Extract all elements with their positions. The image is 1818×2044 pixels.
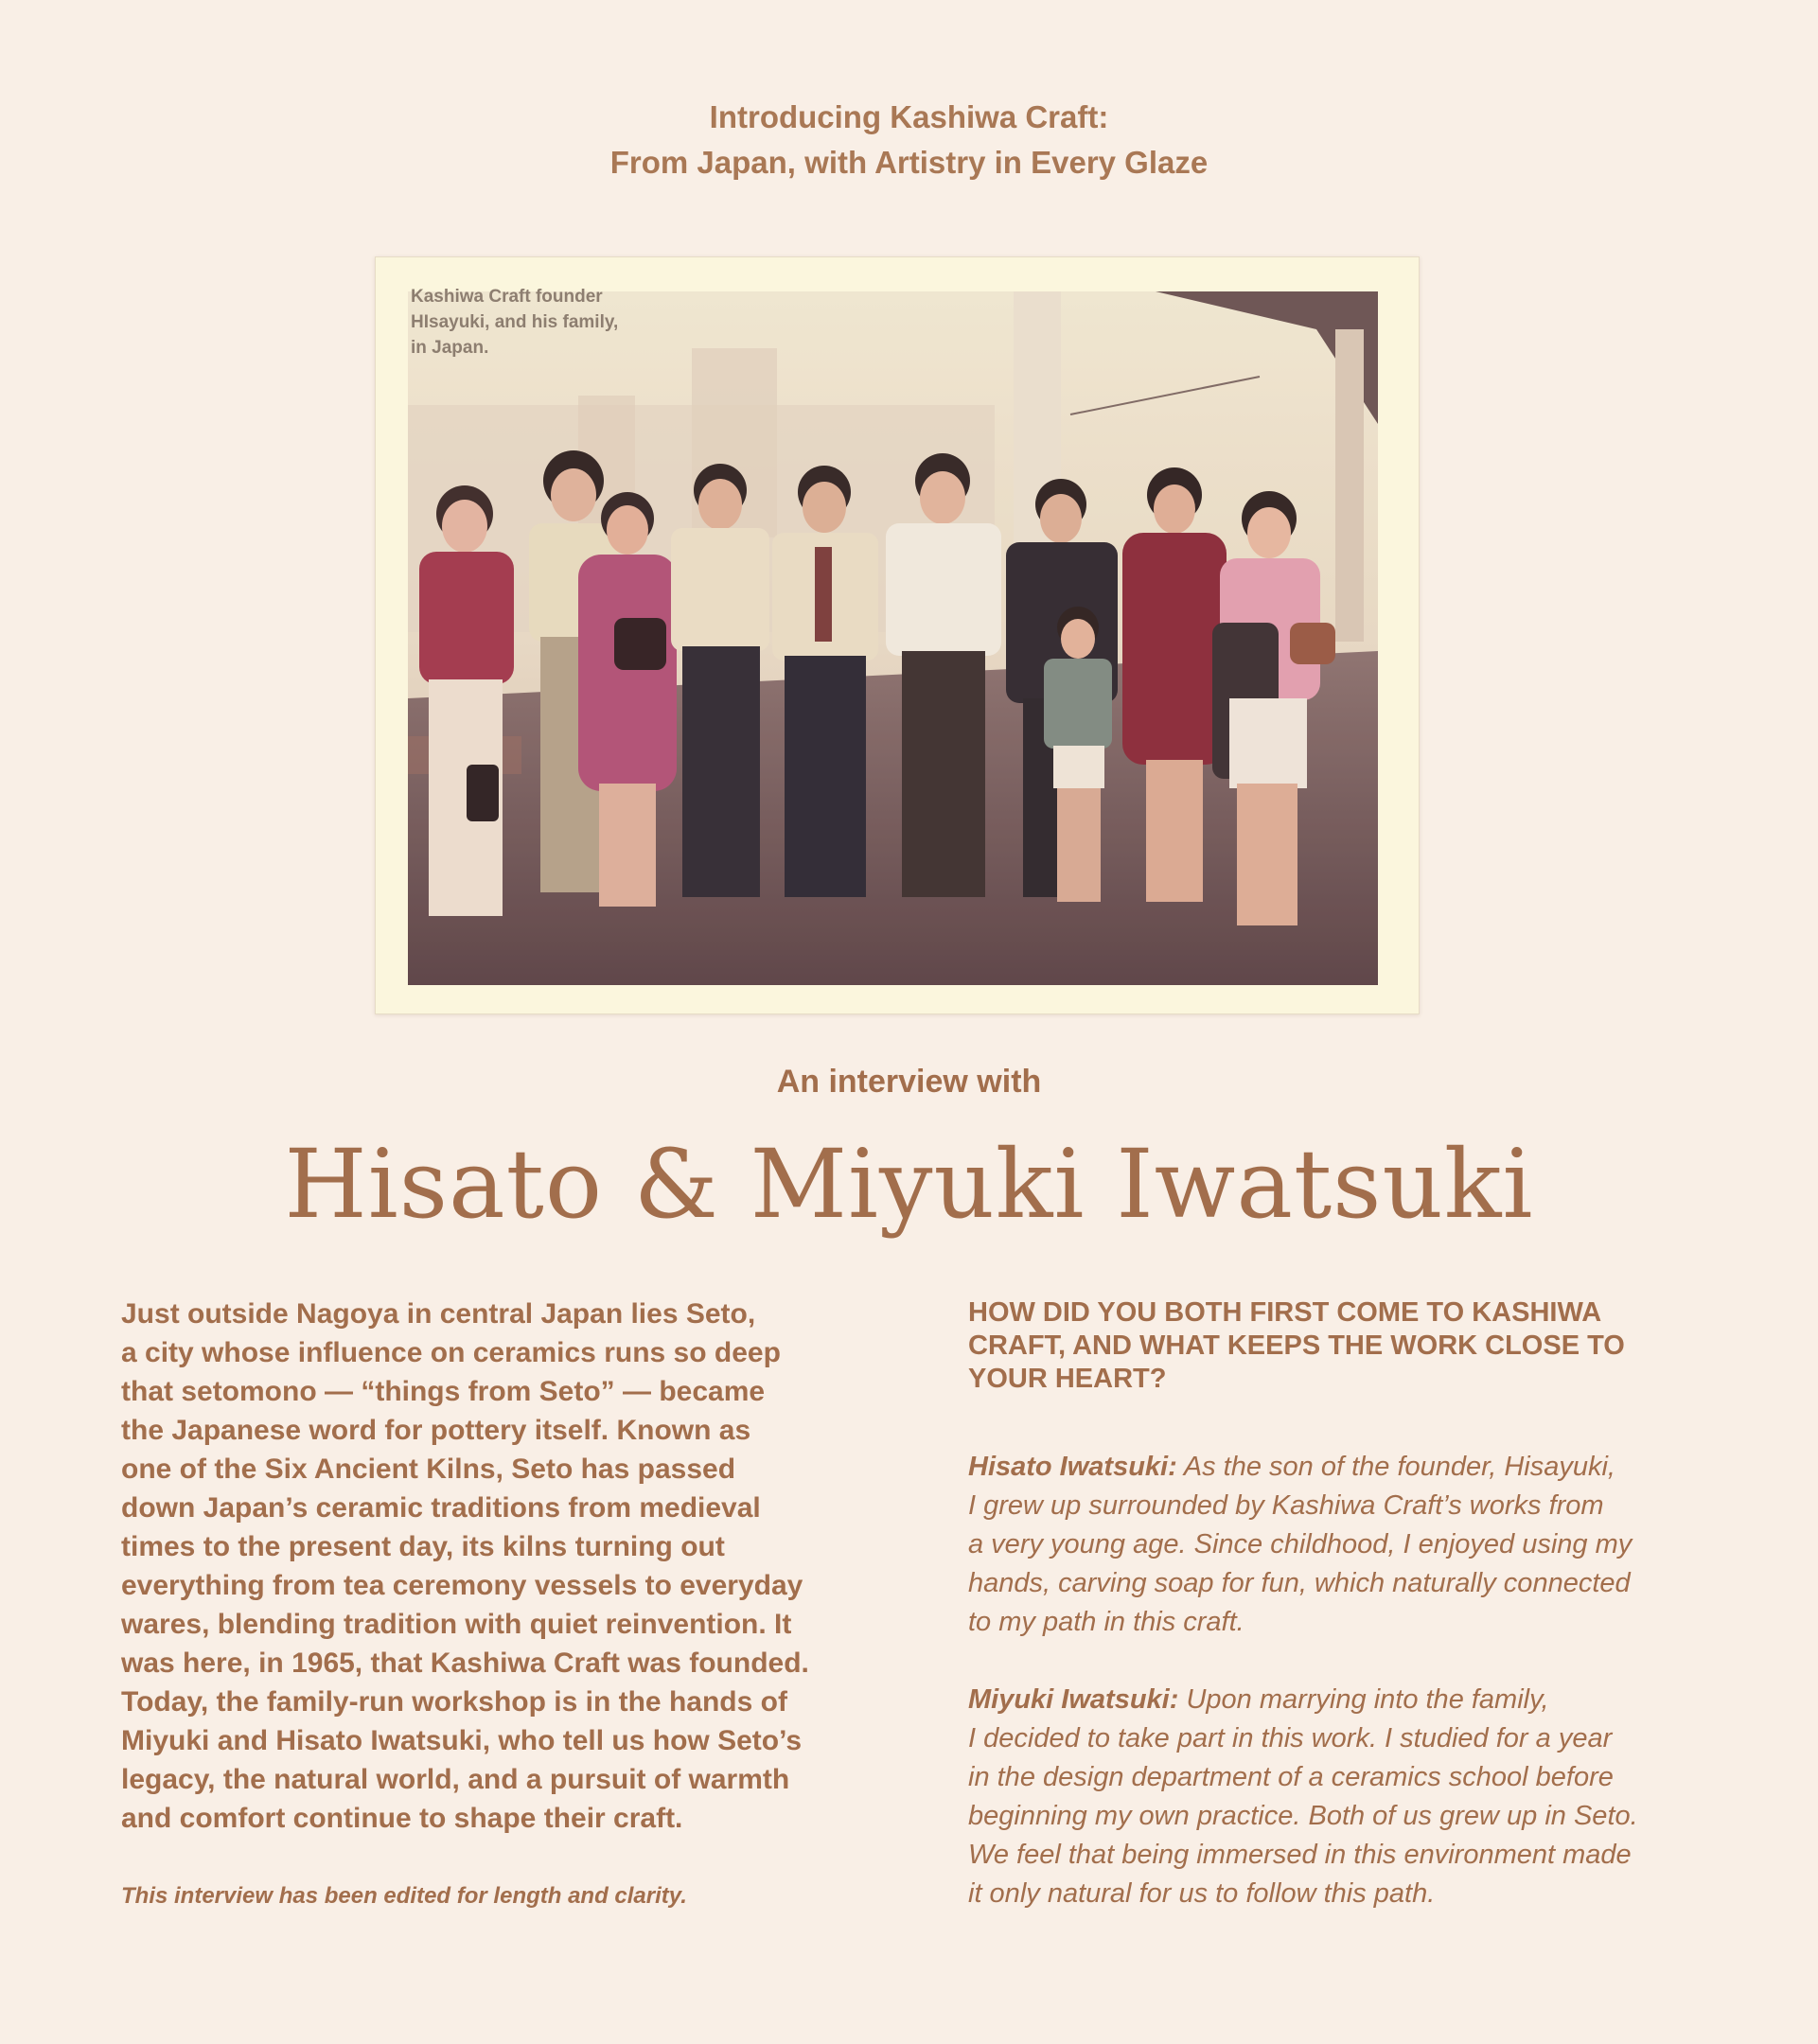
- answer-miyuki: [968, 1681, 1725, 1913]
- interviewee-names-title: Hisato & Miyuki Iwatsuki: [284, 1129, 1534, 1240]
- intro-paragraph: [121, 1295, 840, 1838]
- photo-caption-line: Kashiwa Craft founder: [411, 287, 603, 307]
- photo-caption-line: in Japan.: [411, 338, 489, 358]
- question-line: HOW DID YOU BOTH FIRST COME TO KASHIWA: [968, 1297, 1602, 1328]
- intro-line-1: Introducing Kashiwa Craft:: [709, 99, 1109, 134]
- answer-text: As the son of the founder, Hisayuki,: [1176, 1452, 1615, 1482]
- question-line: YOUR HEART?: [968, 1364, 1167, 1394]
- intro-line-2: From Japan, with Artistry in Every Glaze: [609, 145, 1209, 180]
- intro-paragraph-line: wares, blending tradition with quiet reinvention. It: [121, 1609, 792, 1640]
- speaker-name: Hisato Iwatsuki:: [968, 1452, 1177, 1482]
- family-photo-print: [375, 256, 1420, 1014]
- answer-line: it only natural for us to follow this path.: [968, 1878, 1436, 1909]
- answer-line: I grew up surrounded by Kashiwa Craft’s works from: [968, 1490, 1604, 1521]
- family-photo: [408, 291, 1378, 985]
- intro-paragraph-line: times to the present day, its kilns turning out: [121, 1531, 725, 1562]
- intro-paragraph-line: and comfort continue to shape their craft.: [121, 1803, 683, 1834]
- answer-hisato: [968, 1448, 1725, 1642]
- intro-paragraph-line: legacy, the natural world, and a pursuit of warmth: [121, 1764, 790, 1795]
- family-photo-illustration: [408, 291, 1378, 985]
- answer-line: in the design department of a ceramics school before: [968, 1762, 1614, 1792]
- intro-paragraph-line: that setomono — “things from Seto” — became: [121, 1376, 766, 1407]
- photo-caption: [411, 284, 618, 361]
- answer-line: We feel that being immersed in this environment made: [968, 1840, 1632, 1870]
- intro-paragraph-line: Just outside Nagoya in central Japan lies Seto,: [121, 1298, 756, 1330]
- photo-caption-line: HIsayuki, and his family,: [411, 312, 619, 332]
- interview-with-label: An interview with: [776, 1064, 1042, 1100]
- intro-paragraph-line: Today, the family-run workshop is in the hands of: [121, 1686, 787, 1718]
- answer-line: beginning my own practice. Both of us grew up in Seto.: [968, 1801, 1638, 1831]
- intro-paragraph-line: Miyuki and Hisato Iwatsuki, who tell us how Seto’s: [121, 1725, 803, 1756]
- intro-paragraph-line: the Japanese word for pottery itself. Known as: [121, 1415, 751, 1446]
- interview-column: [968, 1296, 1725, 1913]
- interview-question: [968, 1296, 1725, 1396]
- edited-note: This interview has been edited for length and clarity.: [121, 1883, 687, 1909]
- intro-heading: [0, 95, 1818, 185]
- answer-first-line: [968, 1681, 1725, 1719]
- answer-line: hands, carving soap for fun, which naturally connected: [968, 1568, 1631, 1598]
- intro-paragraph-line: everything from tea ceremony vessels to everyday: [121, 1570, 803, 1601]
- intro-paragraph-line: a city whose influence on ceramics runs so deep: [121, 1337, 781, 1368]
- answer-text: Upon marrying into the family,: [1178, 1684, 1549, 1715]
- question-line: CRAFT, AND WHAT KEEPS THE WORK CLOSE TO: [968, 1330, 1625, 1361]
- intro-paragraph-line: down Japan’s ceramic traditions from medieval: [121, 1492, 761, 1524]
- answer-line: I decided to take part in this work. I studied for a year: [968, 1723, 1613, 1753]
- answer-first-line: [968, 1448, 1725, 1487]
- speaker-name: Miyuki Iwatsuki:: [968, 1684, 1179, 1715]
- intro-paragraph-line: was here, in 1965, that Kashiwa Craft was founded.: [121, 1648, 809, 1679]
- answer-line: a very young age. Since childhood, I enjoyed using my: [968, 1529, 1633, 1559]
- intro-paragraph-line: one of the Six Ancient Kilns, Seto has passed: [121, 1454, 736, 1485]
- answer-line: to my path in this craft.: [968, 1607, 1244, 1637]
